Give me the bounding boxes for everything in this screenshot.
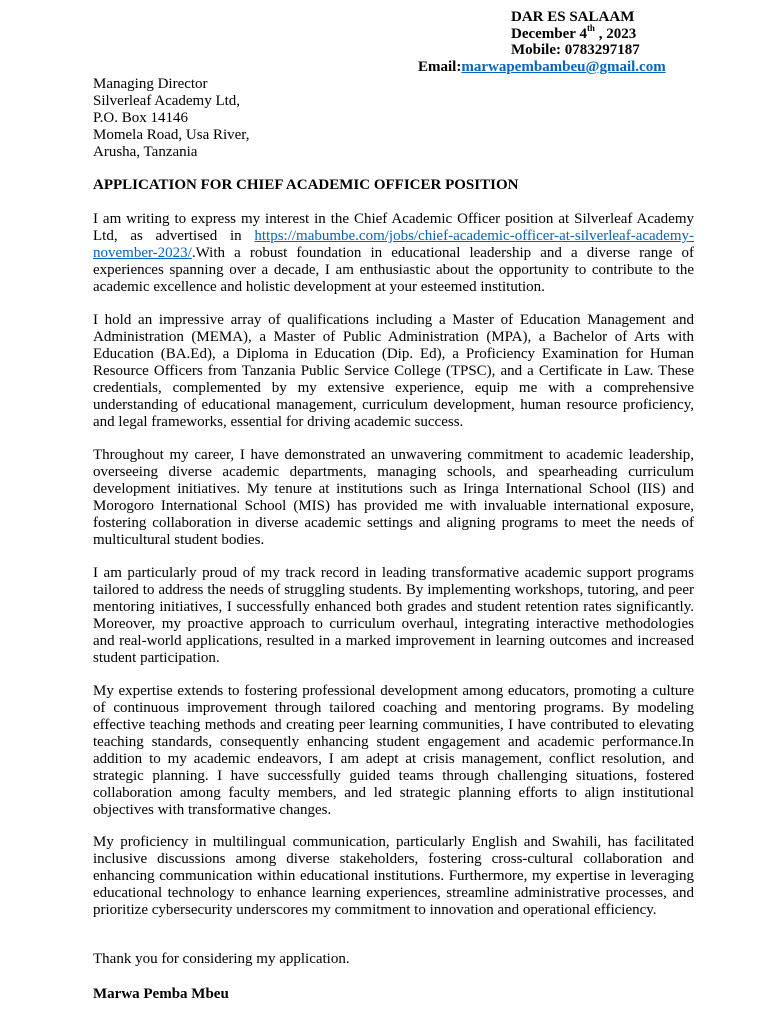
sender-email [418, 59, 666, 76]
intro-text-end: .With a robust foundation in educational leadership and a diverse range of experiences spanning over a decade, I am enthusiastic about the opportunity to contribute to the academic excellence and holistic development at your esteemed institution. [93, 245, 694, 295]
paragraph-intro [93, 211, 694, 296]
paragraph-qualifications: I hold an impressive array of qualifications including a Master of Education Management and Administration (MEMA), a Master of Public Administration (MPA), a Bachelor of Arts with Education (BA.Ed), a Diploma in Education (Dip. Ed), a Proficiency Examination for Human Resource Officers from Tanzania Public Service College (TPSC), and a Certificate in Law. These credentials, complemented by my extensive experience, equip me with a comprehensive understanding of educational management, curriculum development, human resource proficiency, and legal frameworks, essential for driving academic success. [93, 312, 694, 430]
paragraph-achievements: I am particularly proud of my track record in leading transformative academic support programs tailored to address the needs of struggling students. By implementing workshops, tutoring, and peer mentoring initiatives, I successfully enhanced both grades and student retention rates significantly. Moreover, my proactive approach to curriculum overhaul, integrating interactive methodologies and real-world applications, resulted in a marked improvement in learning outcomes and increased student participation. [93, 565, 694, 666]
email-link[interactable]: marwapembambeu@gmail.com [461, 59, 666, 75]
sender-mobile: Mobile: 0783297187 [511, 42, 640, 58]
signature-name: Marwa Pemba Mbeu [93, 986, 229, 1002]
recipient-line: Silverleaf Academy Ltd, [93, 93, 241, 109]
recipient-address [93, 76, 694, 161]
letter-date [511, 23, 637, 43]
paragraph-closing: Thank you for considering my application. [93, 951, 350, 967]
recipient-line: Arusha, Tanzania [93, 144, 198, 160]
recipient-line: Managing Director [93, 76, 208, 92]
email-label: Email: [418, 59, 462, 75]
sender-city: DAR ES SALAAM [511, 9, 635, 25]
letter-subject: APPLICATION FOR CHIEF ACADEMIC OFFICER POSITION [93, 177, 519, 193]
recipient-line: P.O. Box 14146 [93, 110, 189, 126]
paragraph-career: Throughout my career, I have demonstrated an unwavering commitment to academic leadership, overseeing diverse academic departments, managing schools, and spearheading curriculum development initiatives. My tenure at institutions such as Iringa International School (IIS) and Morogoro International School (MIS) has provided me with invaluable international exposure, fostering collaboration in diverse academic settings and aligning programs to meet the needs of multicultural student bodies. [93, 447, 694, 548]
date-ordinal: th [586, 23, 595, 33]
recipient-line: Momela Road, Usa River, [93, 127, 250, 143]
date-month-day: December 4 [511, 26, 587, 42]
intro-text-start: I am writing to express my interest in the Chief Academic Officer position at Silverleaf Academy Ltd, as advertised in [93, 211, 694, 244]
job-ad-link[interactable]: https://mabumbe.com/jobs/chief-academic-officer-at-silverleaf-academy-november-2023/ [93, 228, 694, 261]
paragraph-communication: My proficiency in multilingual communication, particularly English and Swahili, has facilitated inclusive discussions among diverse stakeholders, fostering cross-cultural collaboration and enhancing communication within educational institutions. Furthermore, my expertise in leveraging educational technology to enhance learning experiences, streamline administrative processes, and prioritize cybersecurity underscores my commitment to innovation and operational efficiency. [93, 834, 694, 918]
paragraph-expertise: My expertise extends to fostering professional development among educators, promoting a culture of continuous improvement through tailored coaching and mentoring programs. By modeling effective teaching methods and creating peer learning communities, I have contributed to elevating teaching standards, consequently enhancing student engagement and academic performance.In addition to my academic endeavors, I am adept at crisis management, conflict resolution, and strategic planning. I have successfully guided teams through challenging situations, fostered collaboration among faculty members, and led strategic planning efforts to align institutional objectives with transformative changes. [93, 683, 694, 818]
date-year: , 2023 [594, 26, 637, 42]
